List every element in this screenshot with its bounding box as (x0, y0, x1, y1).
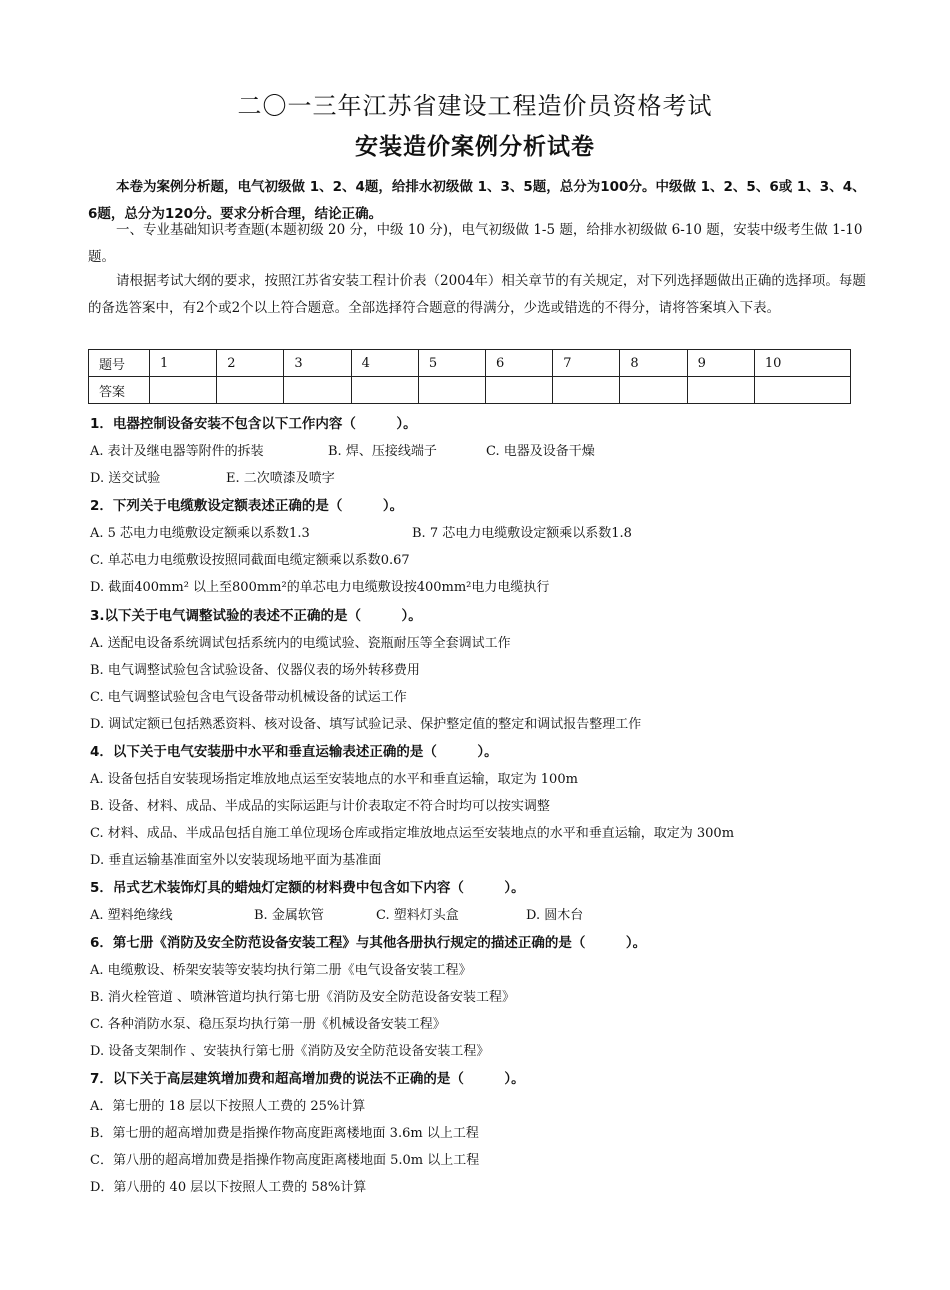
option-b: B. 金属软管 (254, 908, 324, 923)
option-c: C. 电器及设备干燥 (486, 444, 595, 459)
option-d: D. 送交试验 (90, 471, 161, 486)
question-number-cell: 1 (150, 350, 217, 377)
answer-cell[interactable] (284, 377, 351, 404)
instructions-paragraph: 请根据考试大纲的要求，按照江苏省安装工程计价表（2004年）相关章节的有关规定，对下列选择题做出正确的选择项。每题的备选答案中，有2个或2个以上符合题意。全部选择符合题意的得满分，少选或错选的不得分，请将答案填入下表。 (88, 273, 866, 316)
question-7-stem: 7．以下关于高层建筑增加费和超高增加费的说法不正确的是（ ）。 (90, 1071, 525, 1087)
option-b: B. 7 芯电力电缆敷设定额乘以系数1.8 (412, 526, 632, 541)
option-c: C. 电气调整试验包含电气设备带动机械设备的试运工作 (90, 690, 407, 705)
answer-cell[interactable] (418, 377, 485, 404)
exam-title: 二〇一三年江苏省建设工程造价员资格考试 (237, 92, 713, 120)
question-number-cell: 8 (620, 350, 687, 377)
option-c: C. 材料、成品、半成品包括自施工单位现场仓库或指定堆放地点运至安装地点的水平和垂直运输，取定为 300m (90, 826, 735, 841)
answer-table (88, 349, 851, 404)
option-a: A. 送配电设备系统调试包括系统内的电缆试验、瓷瓶耐压等全套调试工作 (90, 636, 511, 651)
answer-cell[interactable] (620, 377, 687, 404)
option-c: C. 各种消防水泵、稳压泵均执行第一册《机械设备安装工程》 (90, 1017, 446, 1032)
option-b: B. 消火栓管道 、喷淋管道均执行第七册《消防及安全防范设备安装工程》 (90, 990, 515, 1005)
question-number-cell: 9 (687, 350, 754, 377)
question-2-stem: 2．下列关于电缆敷设定额表述正确的是（ ）。 (90, 498, 404, 514)
option-b: B. 电气调整试验包含试验设备、仪器仪表的场外转移费用 (90, 663, 420, 678)
question-1-options-line (90, 440, 595, 459)
answer-table-answer-row (89, 377, 851, 404)
question-2-options-line (90, 522, 632, 541)
answer-cell[interactable] (486, 377, 553, 404)
question-number-cell: 3 (284, 350, 351, 377)
option-d: D. 调试定额已包括熟悉资料、核对设备、填写试验记录、保护整定值的整定和调试报告整理工作 (90, 717, 642, 732)
option-a: A．第七册的 18 层以下按照人工费的 25%计算 (90, 1099, 366, 1114)
answer-cell[interactable] (351, 377, 418, 404)
option-d: D. 截面400mm² 以上至800mm²的单芯电力电缆敷设按400mm²电力电缆执行 (90, 580, 550, 595)
answer-cell[interactable] (217, 377, 284, 404)
question-number-cell: 4 (351, 350, 418, 377)
question-number-cell: 7 (553, 350, 620, 377)
option-d: D. 设备支架制作 、安装执行第七册《消防及安全防范设备安装工程》 (90, 1044, 490, 1059)
option-a: A. 电缆敷设、桥架安装等安装均执行第二册《电气设备安装工程》 (90, 963, 472, 978)
question-5-options-line (90, 904, 583, 923)
option-e: E. 二次喷漆及喷字 (226, 471, 335, 486)
option-c: C．第八册的超高增加费是指操作物高度距离楼地面 5.0m 以上工程 (90, 1153, 480, 1168)
option-c: C. 单芯电力电缆敷设按照同截面电缆定额乘以系数0.67 (90, 553, 410, 568)
option-d: D. 圆木台 (526, 908, 584, 923)
intro-paragraph: 本卷为案例分析题，电气初级做 1、2、4题，给排水初级做 1、3、5题，总分为100分。中级做 1、2、5、6或 1、3、4、6题，总分为120分。要求分析合理，结论正确。 (88, 179, 866, 222)
answer-cell[interactable] (754, 377, 850, 404)
option-a: A. 表计及继电器等附件的拆装 (90, 444, 264, 459)
number-row-label: 题号 (89, 350, 150, 377)
question-number-cell: 5 (418, 350, 485, 377)
option-c: C. 塑料灯头盒 (376, 908, 459, 923)
question-number-cell: 6 (486, 350, 553, 377)
option-a: A. 5 芯电力电缆敷设定额乘以系数1.3 (90, 526, 310, 541)
answer-row-label: 答案 (89, 377, 150, 404)
option-b: B．第七册的超高增加费是指操作物高度距离楼地面 3.6m 以上工程 (90, 1126, 479, 1141)
option-a: A. 塑料绝缘线 (90, 908, 173, 923)
option-d: D．第八册的 40 层以下按照人工费的 58%计算 (90, 1180, 367, 1195)
question-1-stem: 1．电器控制设备安装不包含以下工作内容（ ）。 (90, 416, 417, 432)
answer-cell[interactable] (553, 377, 620, 404)
section-heading: 一、专业基础知识考查题(本题初级 20 分，中级 10 分)，电气初级做 1-5 题，给排水初级做 6-10 题，安装中级考生做 1-10 题。 (88, 222, 863, 265)
answer-cell[interactable] (150, 377, 217, 404)
question-6-stem: 6．第七册《消防及安全防范设备安装工程》与其他各册执行规定的描述正确的是（ ）。 (90, 935, 647, 951)
question-1-options-line (90, 467, 335, 486)
answer-cell[interactable] (687, 377, 754, 404)
question-number-cell: 2 (217, 350, 284, 377)
question-5-stem: 5．吊式艺术装饰灯具的蜡烛灯定额的材料费中包含如下内容（ ）。 (90, 880, 525, 896)
question-4-stem: 4．以下关于电气安装册中水平和垂直运输表述正确的是（ ）。 (90, 744, 498, 760)
question-3-stem: 3.以下关于电气调整试验的表述不正确的是（ ）。 (90, 608, 422, 624)
option-b: B. 设备、材料、成品、半成品的实际运距与计价表取定不符合时均可以按实调整 (90, 799, 550, 814)
option-a: A. 设备包括自安装现场指定堆放地点运至安装地点的水平和垂直运输，取定为 100m (90, 772, 578, 787)
answer-table-number-row (89, 350, 851, 377)
option-b: B. 焊、压接线端子 (328, 444, 437, 459)
question-number-cell: 10 (754, 350, 850, 377)
option-d: D. 垂直运输基准面室外以安装现场地平面为基准面 (90, 853, 382, 868)
exam-subtitle: 安装造价案例分析试卷 (355, 134, 595, 160)
